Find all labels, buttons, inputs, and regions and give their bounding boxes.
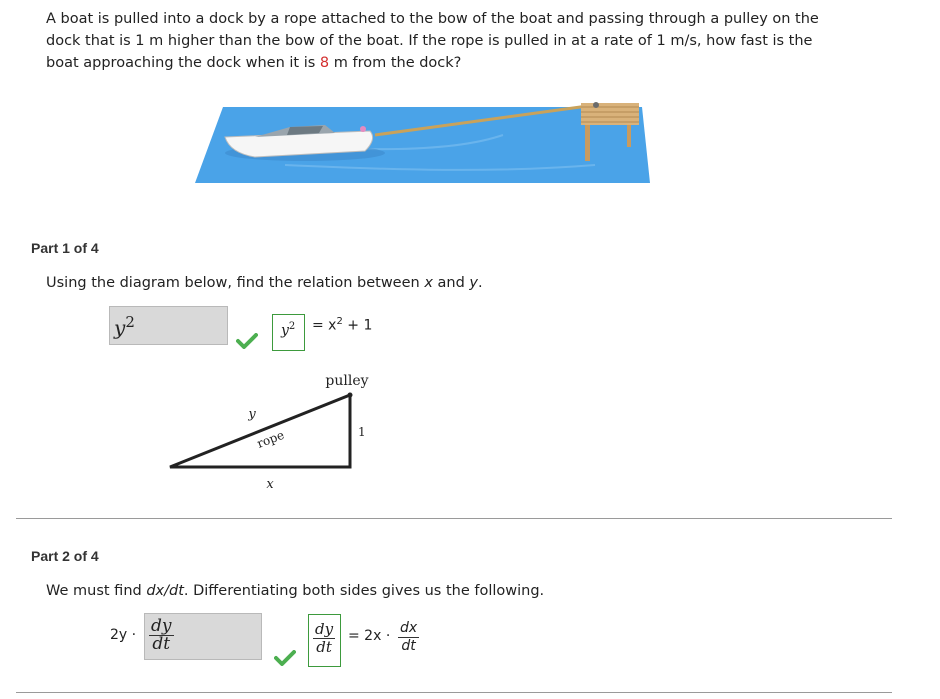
part2-rhs-num: dx	[400, 620, 418, 636]
part1-prompt-before: Using the diagram below, find the relation between	[46, 275, 425, 291]
part2-correct-fraction	[313, 621, 335, 656]
part1-prompt	[46, 275, 483, 291]
part2-prompt-var: dx/dt	[146, 583, 184, 599]
part2-correct-answer	[308, 614, 341, 667]
part1-correct-base: y	[281, 322, 289, 339]
part1-title: Part 1 of 4	[31, 240, 99, 256]
part2-lhs-prefix: 2y ·	[110, 627, 137, 643]
pulley-icon	[593, 102, 599, 108]
dock-post-left	[585, 125, 590, 161]
problem-highlight-value: 8	[319, 55, 330, 71]
part1-var-x: x	[424, 275, 433, 291]
section-divider-2	[16, 692, 892, 693]
part2-correct-num: dy	[315, 620, 334, 638]
part1-correct-value	[281, 321, 295, 339]
part2-input-den: dt	[152, 634, 171, 654]
part1-equation-rhs	[312, 316, 372, 334]
part1-prompt-and: and	[432, 275, 470, 291]
height-label: 1	[358, 425, 366, 439]
boat-dock-illustration	[195, 95, 650, 190]
part1-input-base: y	[114, 315, 126, 340]
part1-correct-answer	[272, 314, 305, 351]
part1-answer-input[interactable]	[109, 306, 228, 345]
part2-title: Part 2 of 4	[31, 548, 99, 564]
part2-answer-input[interactable]	[144, 613, 262, 660]
part2-prompt-before: We must find	[46, 583, 147, 599]
part2-prompt	[46, 583, 544, 599]
problem-text-after: m from the dock?	[329, 55, 462, 71]
problem-statement	[46, 8, 846, 74]
part1-input-value	[114, 313, 135, 340]
part2-check-icon	[274, 650, 296, 666]
part1-check-icon	[236, 333, 258, 349]
part2-rhs-den: dt	[401, 638, 416, 654]
rope-label: rope	[255, 427, 287, 451]
part2-rhs-prefix: = 2x ·	[348, 628, 391, 644]
triangle-shape	[170, 395, 350, 467]
pulley-label: pulley	[325, 373, 369, 389]
part1-rhs-exp: 2	[336, 316, 343, 327]
pulley-point	[348, 393, 353, 398]
part2-input-num: dy	[151, 616, 172, 636]
part1-var-y: y	[469, 275, 479, 291]
part2-rhs-fraction	[398, 620, 419, 655]
part1-correct-exp: 2	[288, 321, 296, 332]
base-label: x	[266, 477, 274, 492]
hypotenuse-label: y	[248, 407, 256, 422]
part1-rhs-suffix: + 1	[342, 317, 373, 334]
problem-text-before: A boat is pulled into a dock by a rope attached to the bow of the boat and passing through a pulley on the dock that is 1 m higher than the bow of the boat. If the rope is pulled in at a rate of 1 m/s, how fast is the boat approaching the dock when it is	[46, 11, 819, 71]
part2-correct-den: dt	[316, 638, 332, 656]
part1-rhs-prefix: = x	[312, 317, 337, 334]
part2-input-fraction	[149, 618, 174, 653]
section-divider-1	[16, 518, 892, 519]
dock-post-right	[627, 125, 631, 147]
part1-input-exp: 2	[125, 313, 135, 331]
part2-prompt-after: . Differentiating both sides gives us the following.	[183, 583, 545, 599]
part1-prompt-end: .	[478, 275, 483, 291]
triangle-diagram	[160, 365, 390, 495]
bow-marker	[360, 126, 366, 132]
